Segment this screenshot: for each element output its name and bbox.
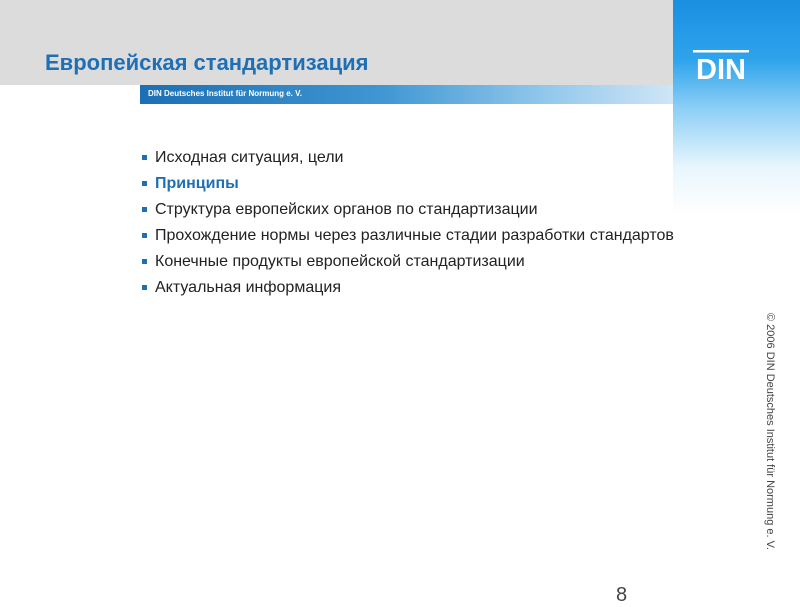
- bullet-item-products: [140, 249, 675, 275]
- bullet-square-icon: [142, 259, 147, 264]
- din-logo-text: DIN: [696, 54, 746, 82]
- bullet-text: Прохождение нормы через различные стадии разработки стандартов: [155, 227, 674, 244]
- bullet-square-icon: [142, 285, 147, 290]
- bullet-text: Структура европейских органов по стандартизации: [155, 201, 538, 218]
- bullet-item-stages: [140, 223, 675, 249]
- bullet-text: Актуальная информация: [155, 279, 341, 296]
- subtitle-text: DIN Deutsches Institut für Normung e. V.: [148, 89, 302, 98]
- bullet-item-news: [140, 275, 675, 301]
- bullet-text: Исходная ситуация, цели: [155, 149, 344, 166]
- bullet-text: Принципы: [155, 175, 239, 192]
- bullet-item-structure: [140, 197, 675, 223]
- bullet-item-situation: [140, 145, 675, 171]
- slide-title: Европейская стандартизация: [45, 50, 369, 75]
- bullet-square-icon: [142, 181, 147, 186]
- bullet-item-principles: [140, 171, 675, 197]
- bullet-square-icon: [142, 233, 147, 238]
- bullet-list: [140, 145, 675, 301]
- bullet-text: Конечные продукты европейской стандартизации: [155, 253, 525, 270]
- bullet-square-icon: [142, 207, 147, 212]
- copyright-text: © 2006 DIN Deutsches Institut für Normung e. V.: [764, 313, 776, 550]
- page-number: 8: [616, 584, 628, 606]
- right-sidebar: [673, 0, 800, 600]
- din-logo: [693, 50, 749, 82]
- subtitle-bar: [140, 85, 673, 104]
- bullet-square-icon: [142, 155, 147, 160]
